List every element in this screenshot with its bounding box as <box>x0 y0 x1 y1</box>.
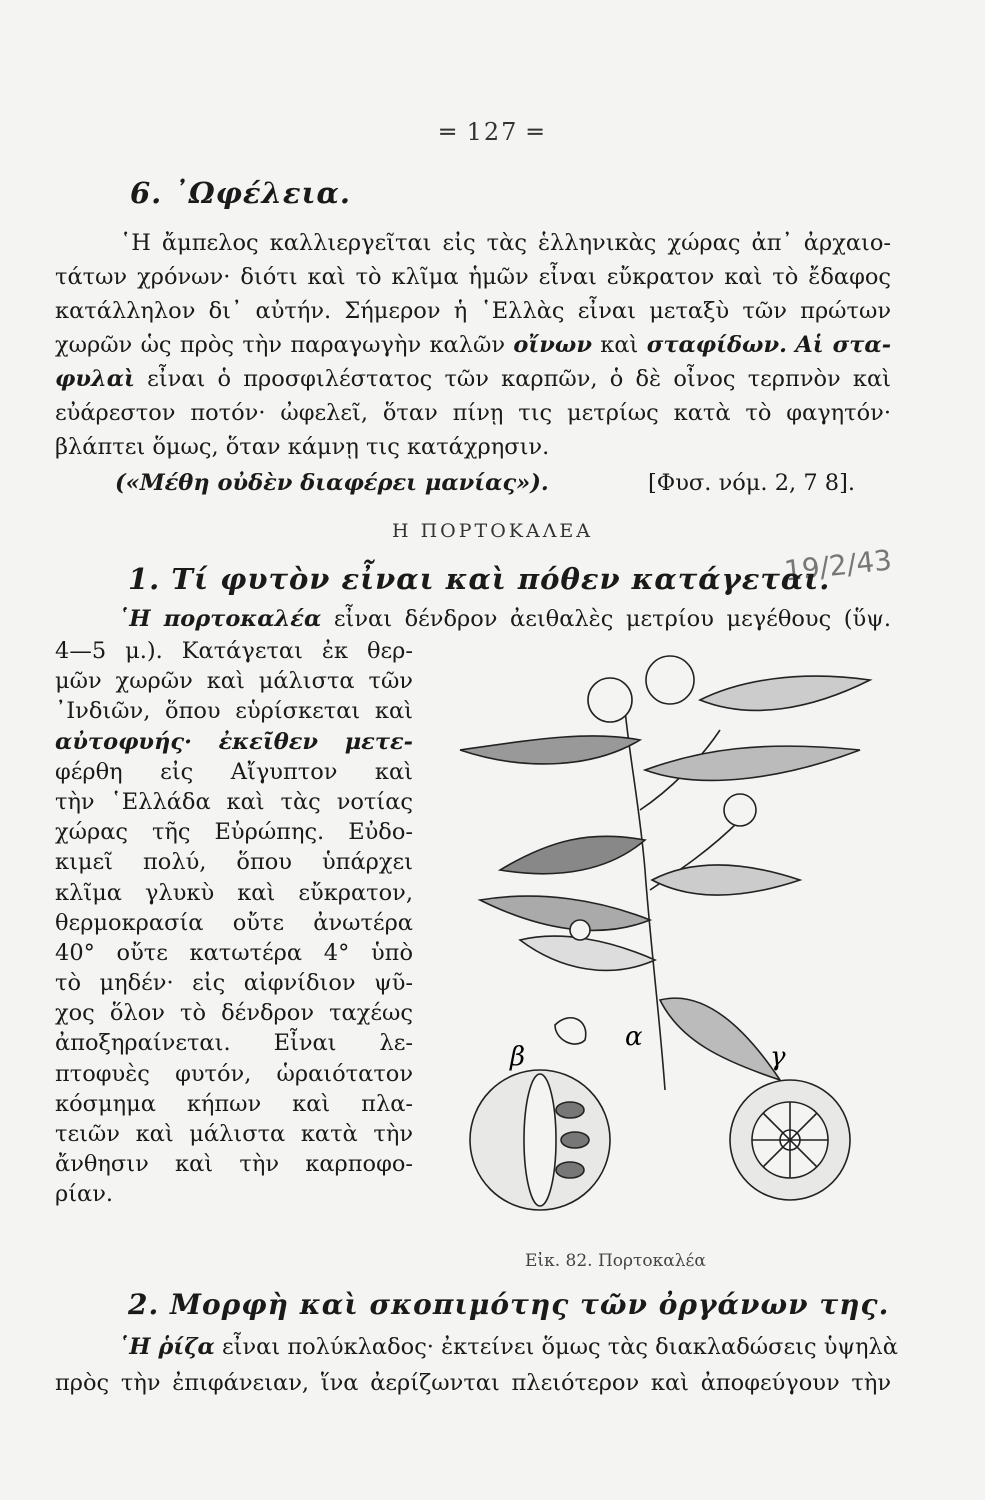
emphasis-orange-tree: ῾Η πορτοκαλέα <box>118 606 322 632</box>
column-line: φέρθη εἰς Αἴγυπτον καὶ <box>55 758 413 785</box>
flower <box>588 678 632 722</box>
column-line: ἄνθησιν καὶ τὴν καρποφο- <box>55 1151 413 1178</box>
column-line: 40° οὔτε κατωτέρα 4° ὑπὸ <box>55 939 413 966</box>
body-line <box>118 1332 898 1362</box>
column-line: χώρας τῆς Εὐρώπης. Εὐδο- <box>55 819 413 846</box>
emphasis-raisins: σταφίδων. <box>646 332 787 358</box>
section-2-heading: 2. Μορφὴ καὶ σκοπιμότης τῶν ὀργάνων της. <box>128 1288 890 1321</box>
figure-caption: Εἰκ. 82. Πορτοκαλέα <box>525 1251 706 1271</box>
chapter-title: Η ΠΟΡΤΟΚΑΛΕΑ <box>391 520 594 542</box>
body-line: τάτων χρόνων· διότι καὶ τὸ κλῖμα ἡμῶν εἶναι εὔκρατον καὶ τὸ ἔδαφος <box>55 264 891 290</box>
text-run: εἶναι δένδρον ἀειθαλὲς μετρίου μεγέθους (ὕψ. <box>333 606 892 632</box>
body-line: πρὸς τὴν ἐπιφάνειαν, ἵνα ἀερίζωνται πλειότερον καὶ ἀποφεύγουν τὴν <box>55 1370 891 1396</box>
column-line: μῶν χωρῶν καὶ μάλιστα τῶν <box>55 668 413 695</box>
bud <box>570 920 590 940</box>
quote: («Μέθη οὐδὲν διαφέρει μανίας»). <box>115 470 549 496</box>
emphasis-grapes-cont: φυλαὶ <box>55 366 135 392</box>
body-line <box>118 604 891 634</box>
column-line: 4—5 μ.). Κατάγεται ἐκ θερ- <box>55 638 413 664</box>
column-line: κόσμημα κήπων καὶ πλα- <box>55 1090 413 1117</box>
text-run: εἶναι ὁ προσφιλέστατος τῶν καρπῶν, ὁ δὲ οἶνος τερπνὸν καὶ <box>147 366 891 392</box>
column-line: ᾿Ινδιῶν, ὅπου εὑρίσκεται καὶ <box>55 698 413 725</box>
emphasis-wines: οἴνων <box>513 332 592 358</box>
body-line <box>55 364 891 394</box>
flower <box>646 656 694 704</box>
text-run: καὶ <box>600 332 639 358</box>
fruit-cross-section-longitudinal <box>470 1070 610 1210</box>
leaf <box>460 736 640 764</box>
column-line: ἀποξηραίνεται. Εἶναι λε- <box>55 1030 413 1057</box>
fruit-cross-section-transverse <box>730 1080 850 1200</box>
handwritten-date: 19/2/43 <box>782 543 894 588</box>
column-line: τὸ μηδέν· εἰς αἰφνίδιον ψῦ- <box>55 970 413 997</box>
page-number: ═ 127 ═ <box>440 118 545 146</box>
reference: [Φυσ. νόμ. 2, 7 8]. <box>648 470 856 496</box>
text-run: χωρῶν ὡς πρὸς τὴν παραγωγὴν καλῶν <box>55 332 506 358</box>
flower <box>724 794 756 826</box>
leaf <box>645 746 860 780</box>
leaf <box>660 998 780 1080</box>
figure-label-a: α <box>625 1022 643 1052</box>
text-column <box>55 636 413 1210</box>
section-1-heading: 1. Τί φυτὸν εἶναι καὶ πόθεν κατάγεται. <box>128 562 831 596</box>
column-line: θερμοκρασία οὔτε ἀνωτέρα <box>55 909 413 936</box>
body-line: βλάπτει ὅμως, ὅταν κάμνῃ τις κατάχρησιν. <box>55 434 550 460</box>
column-line: τειῶν καὶ μάλιστα κατὰ τὴν <box>55 1121 413 1147</box>
leaf <box>700 676 870 710</box>
body-line: ῾Η ἄμπελος καλλιεργεῖται εἰς τὰς ἑλληνικὰς χώρας ἀπ᾿ ἀρχαιο- <box>120 230 891 256</box>
column-line: αὐτοφυής· ἐκεῖθεν μετε- <box>55 728 413 755</box>
orange-tree-illustration <box>440 640 900 1250</box>
fruit-bud <box>555 1018 586 1044</box>
leaf <box>480 896 650 930</box>
emphasis-root: ῾Η ῥίζα <box>118 1334 215 1360</box>
quote-line <box>115 468 549 498</box>
column-line: κιμεῖ πολύ, ὅπου ὑπάρχει <box>55 849 413 876</box>
text-run: εἶναι πολύκλαδος· ἐκτείνει ὅμως τὰς διακλαδώσεις ὑψηλὰ <box>222 1334 898 1360</box>
column-line: κλῖμα γλυκὺ καὶ εὔκρατον, <box>55 879 413 906</box>
body-line <box>55 330 891 360</box>
body-line: κατάλληλον δι᾿ αὐτήν. Σήμερον ἡ ῾Ελλὰς εἶναι μεταξὺ τῶν πρώτων <box>55 298 891 324</box>
column-line: χος ὅλον τὸ δένδρον ταχέως <box>55 1000 413 1027</box>
column-line: τὴν ῾Ελλάδα καὶ τὰς νοτίας <box>55 788 413 815</box>
leaf <box>652 865 800 895</box>
emphasis-grapes: Αἱ στα- <box>795 332 892 358</box>
leaf <box>520 936 655 970</box>
column-line: πτοφυὲς φυτόν, ὡραιότατον <box>55 1060 413 1087</box>
leaf <box>500 836 645 874</box>
section-6-heading: 6. ᾿Ωφέλεια. <box>130 176 351 210</box>
figure-label-b: β <box>510 1042 526 1072</box>
column-line: ρίαν. <box>55 1181 114 1208</box>
body-line: εὐάρεστον ποτόν· ὠφελεῖ, ὅταν πίνῃ τις μετρίως κατὰ τὸ φαγητόν· <box>55 400 891 426</box>
figure-label-c: γ <box>770 1042 786 1072</box>
